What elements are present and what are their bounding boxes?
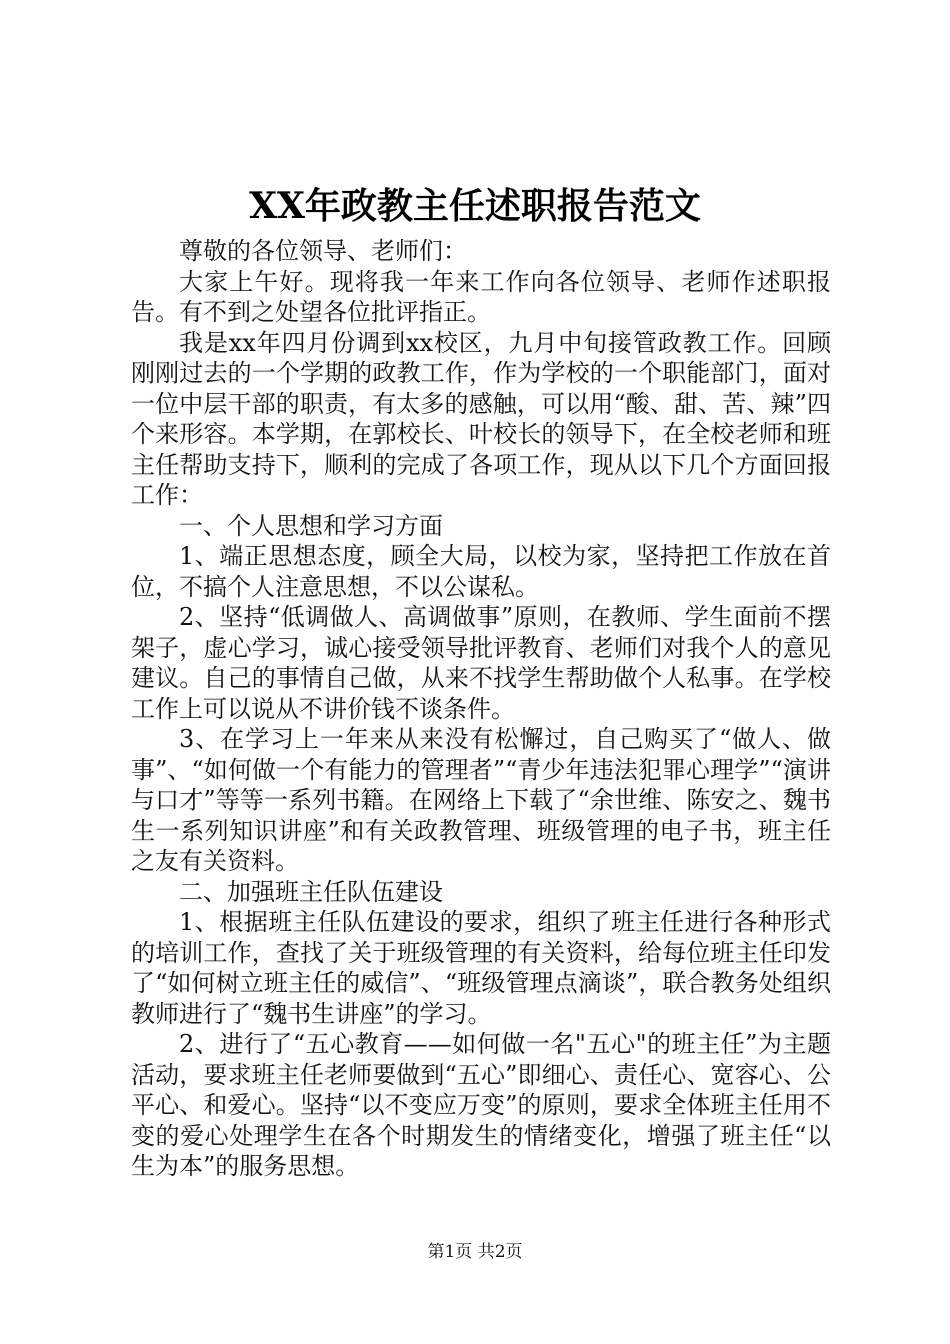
paragraph-team-item-1: 1、根据班主任队伍建设的要求，组织了班主任进行各种形式的培训工作，查找了关于班级管理的有关资料，给每位班主任印发了“如何树立班主任的威信”、“班级管理点滴谈”，联合教务处组织教师进行了“魏书生讲座”的学习。 — [131, 908, 831, 1028]
page-title: XX年政教主任述职报告范文 — [249, 185, 701, 227]
paragraph-item-1: 1、端正思想态度，顾全大局，以校为家，坚持把工作放在首位，不搞个人注意思想，不以公谋私。 — [131, 542, 831, 601]
paragraph-team-item-2: 2、进行了“五心教育——如何做一名"五心"的班主任”为主题活动，要求班主任老师要做到“五心”即细心、责任心、宽容心、公平心、和爱心。坚持“以不变应万变”的原则，要求全体班主任用不变的爱心处理学生在各个时期发生的情绪变化，增强了班主任“以生为本”的服务思想。 — [131, 1030, 831, 1180]
paragraph-introduction: 我是xx年四月份调到xx校区，九月中旬接管政教工作。回顾刚刚过去的一个学期的政教工作，作为学校的一个职能部门，面对一位中层干部的职责，有太多的感触，可以用“酸、甜、苦、辣”四个来形容。本学期，在郭校长、叶校长的领导下，在全校老师和班主任帮助支持下，顺利的完成了各项工作，现从以下几个方面回报工作： — [131, 328, 831, 509]
paragraph-item-2: 2、坚持“低调做人、高调做事”原则，在教师、学生面前不摆架子，虚心学习，诚心接受领导批评教育、老师们对我个人的意见建议。自己的事情自己做，从来不找学生帮助做个人私事。在学校工作上可以说从不讲价钱不谈条件。 — [131, 603, 831, 723]
paragraph-greeting: 大家上午好。现将我一年来工作向各位领导、老师作述职报告。有不到之处望各位批评指正。 — [131, 267, 831, 326]
section-heading-personal-thought: 一、个人思想和学习方面 — [179, 511, 443, 540]
page-footer: 第1页 共2页 — [427, 1242, 523, 1262]
paragraph-item-3: 3、在学习上一年来从来没有松懈过，自己购买了“做人、做事”、“如何做一个有能力的管理者”“青少年违法犯罪心理学”“演讲与口才”等等一系列书籍。在网络上下载了“余世维、陈安之、魏书生一系列知识讲座”和有关政教管理、班级管理的电子书，班主任之友有关资料。 — [131, 725, 831, 875]
document-body — [131, 236, 831, 1182]
section-heading-teacher-team: 二、加强班主任队伍建设 — [179, 877, 443, 906]
paragraph-salutation: 尊敬的各位领导、老师们： — [179, 237, 467, 265]
